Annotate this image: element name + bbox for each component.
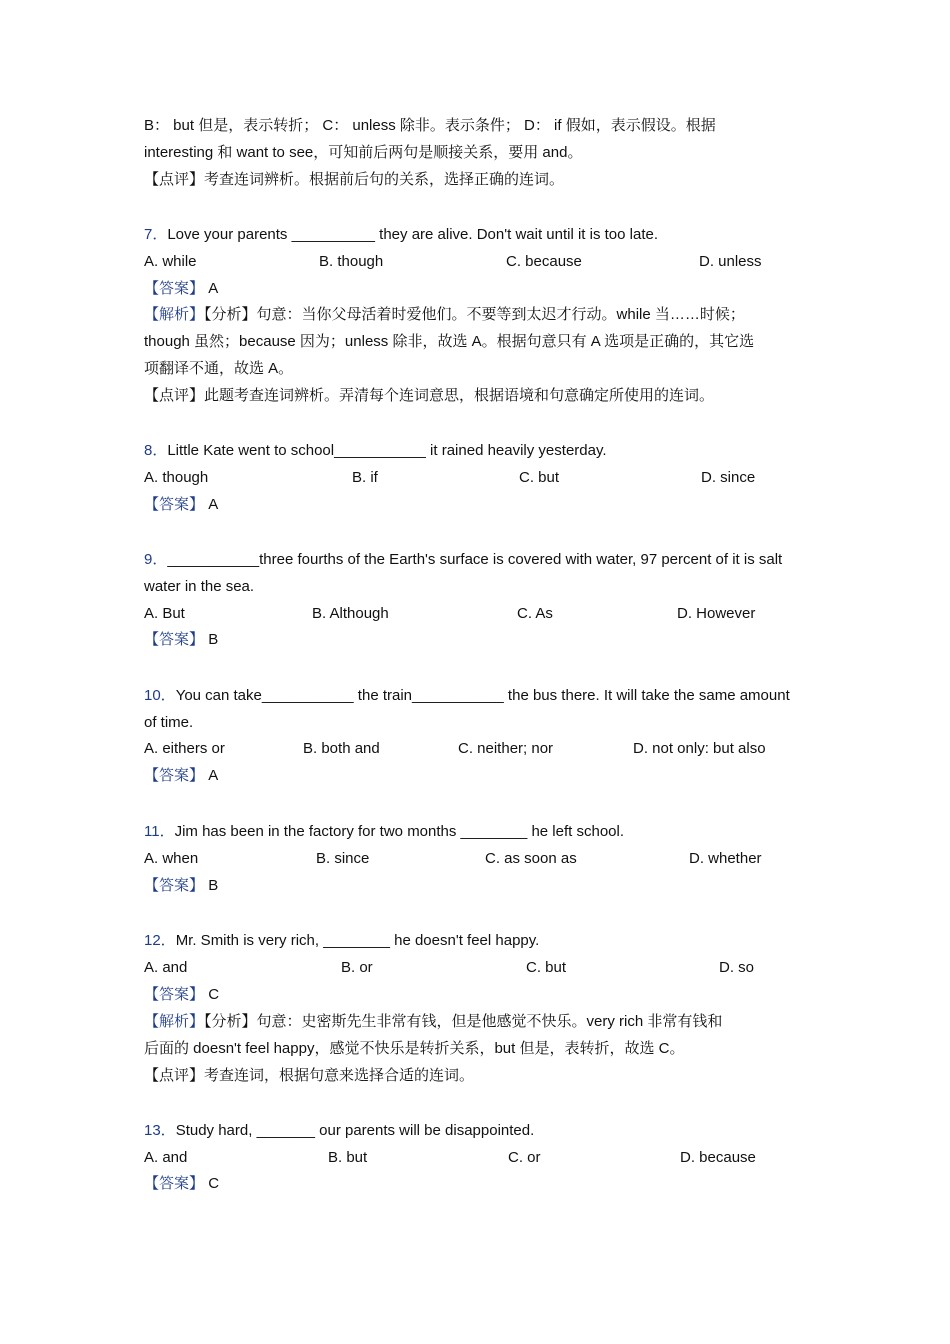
q9-stem-line-1 xyxy=(144,550,782,570)
answer-tag: 【答案】 xyxy=(144,767,205,784)
q11-option-a: A. when xyxy=(144,850,199,867)
analysis-tag: 【解析】 xyxy=(144,306,205,323)
analysis-text: 【分析】句意：史密斯先生非常有钱，但是他感觉不快乐。very rich 非常有钱和 xyxy=(204,1013,723,1030)
q11-option-b: B. since xyxy=(316,850,370,867)
q9-stem-line-2: water in the sea. xyxy=(144,578,255,595)
answer-value: A xyxy=(208,280,219,297)
question-number: 8． xyxy=(144,442,168,459)
q11-option-d: D. whether xyxy=(689,850,762,867)
q13-option-a: A. and xyxy=(144,1149,188,1166)
analysis-text: 【分析】句意：当你父母活着时爱他们。不要等到太迟才行动。while 当……时候； xyxy=(204,306,745,323)
answer-value: A xyxy=(208,767,219,784)
q12-option-d: D. so xyxy=(719,959,755,976)
answer-value: B xyxy=(208,631,219,648)
q8-option-b: B. if xyxy=(352,469,378,486)
q10-stem-line-2: of time. xyxy=(144,714,194,731)
question-text: You can take___________ the train___________ the bus there. It will take the same amount xyxy=(175,687,790,704)
q12-comment xyxy=(144,1066,474,1086)
q10-stem-line-1 xyxy=(144,686,790,706)
comment-text: 考查连词，根据句意来选择合适的连词。 xyxy=(204,1067,475,1084)
q11-option-c: C. as soon as xyxy=(485,850,577,867)
question-number: 12． xyxy=(144,932,176,949)
q8-answer xyxy=(144,495,218,515)
q7-analysis-line-3: 项翻译不通，故选 A。 xyxy=(144,360,294,377)
q9-option-a: A. But xyxy=(144,605,185,622)
q12-option-c: C. but xyxy=(526,959,567,976)
answer-value: C xyxy=(208,986,220,1003)
comment-text: 考查连词辨析。根据前后句的关系，选择正确的连词。 xyxy=(204,171,565,188)
question-number: 9． xyxy=(144,551,168,568)
q9-option-c: C. As xyxy=(517,605,553,622)
q12-stem xyxy=(144,931,539,951)
q9-option-d: D. However xyxy=(677,605,756,622)
q7-analysis-line-1 xyxy=(144,305,745,325)
q12-analysis-line-2: 后面的 doesn't feel happy，感觉不快乐是转折关系，but 但是，表转折，故选 C。 xyxy=(144,1040,685,1057)
answer-tag: 【答案】 xyxy=(144,1175,205,1192)
answer-value: B xyxy=(208,877,219,894)
q7-answer xyxy=(144,279,218,299)
q12-analysis-line-1 xyxy=(144,1012,722,1032)
q10-option-c: C. neither; nor xyxy=(458,740,554,757)
question-text: Little Kate went to school___________ it rained heavily yesterday. xyxy=(167,442,607,459)
q8-stem xyxy=(144,441,607,461)
q9-answer xyxy=(144,630,218,650)
q6-comment xyxy=(144,170,564,190)
comment-tag: 【点评】 xyxy=(144,1067,205,1084)
q7-option-b: B. though xyxy=(319,253,384,270)
analysis-tag: 【解析】 xyxy=(144,1013,205,1030)
q8-option-c: C. but xyxy=(519,469,560,486)
q12-option-a: A. and xyxy=(144,959,188,976)
comment-text: 此题考查连词辨析。弄清每个连词意思，根据语境和句意确定所使用的连词。 xyxy=(204,387,715,404)
answer-tag: 【答案】 xyxy=(144,877,205,894)
q7-analysis-line-2: though 虽然；because 因为；unless 除非，故选 A。根据句意只有 A 选项是正确的，其它选 xyxy=(144,333,755,350)
q13-option-d: D. because xyxy=(680,1149,756,1166)
answer-tag: 【答案】 xyxy=(144,496,205,513)
q6-analysis-line-1: B： but 但是，表示转折； C： unless 除非。表示条件； D： if 假如，表示假设。根据 xyxy=(144,117,716,134)
answer-value: C xyxy=(208,1175,220,1192)
q10-option-a: A. eithers or xyxy=(144,740,225,757)
question-number: 10． xyxy=(144,687,176,704)
answer-tag: 【答案】 xyxy=(144,631,205,648)
q7-comment xyxy=(144,386,714,406)
q6-analysis-line-2: interesting 和 want to see，可知前后两句是顺接关系，要用 and。 xyxy=(144,144,583,161)
q7-option-a: A. while xyxy=(144,253,197,270)
comment-tag: 【点评】 xyxy=(144,387,205,404)
q10-option-d: D. not only: but also xyxy=(633,740,766,757)
comment-tag: 【点评】 xyxy=(144,171,205,188)
question-text: Love your parents __________ they are alive. Don't wait until it is too late. xyxy=(167,226,659,243)
q10-answer xyxy=(144,766,218,786)
question-number: 7． xyxy=(144,226,168,243)
q11-stem xyxy=(144,822,624,842)
question-text: Mr. Smith is very rich, ________ he doesn't feel happy. xyxy=(175,932,540,949)
question-number: 13． xyxy=(144,1122,176,1139)
q8-option-a: A. though xyxy=(144,469,209,486)
q10-option-b: B. both and xyxy=(303,740,380,757)
q13-option-c: C. or xyxy=(508,1149,541,1166)
q12-answer xyxy=(144,985,219,1005)
q9-option-b: B. Although xyxy=(312,605,389,622)
q7-option-c: C. because xyxy=(506,253,582,270)
q13-answer xyxy=(144,1174,219,1194)
answer-tag: 【答案】 xyxy=(144,280,205,297)
question-text: Jim has been in the factory for two months ________ he left school. xyxy=(174,823,625,840)
q7-option-d: D. unless xyxy=(699,253,762,270)
q13-stem xyxy=(144,1121,534,1141)
question-text: ___________three fourths of the Earth's surface is covered with water, 97 percent of it is salt xyxy=(167,551,783,568)
q13-option-b: B. but xyxy=(328,1149,368,1166)
question-text: Study hard, _______ our parents will be disappointed. xyxy=(175,1122,535,1139)
answer-value: A xyxy=(208,496,219,513)
answer-tag: 【答案】 xyxy=(144,986,205,1003)
q12-option-b: B. or xyxy=(341,959,373,976)
q7-stem xyxy=(144,225,658,245)
question-number: 11． xyxy=(144,823,175,840)
q8-option-d: D. since xyxy=(701,469,756,486)
q11-answer xyxy=(144,876,218,896)
